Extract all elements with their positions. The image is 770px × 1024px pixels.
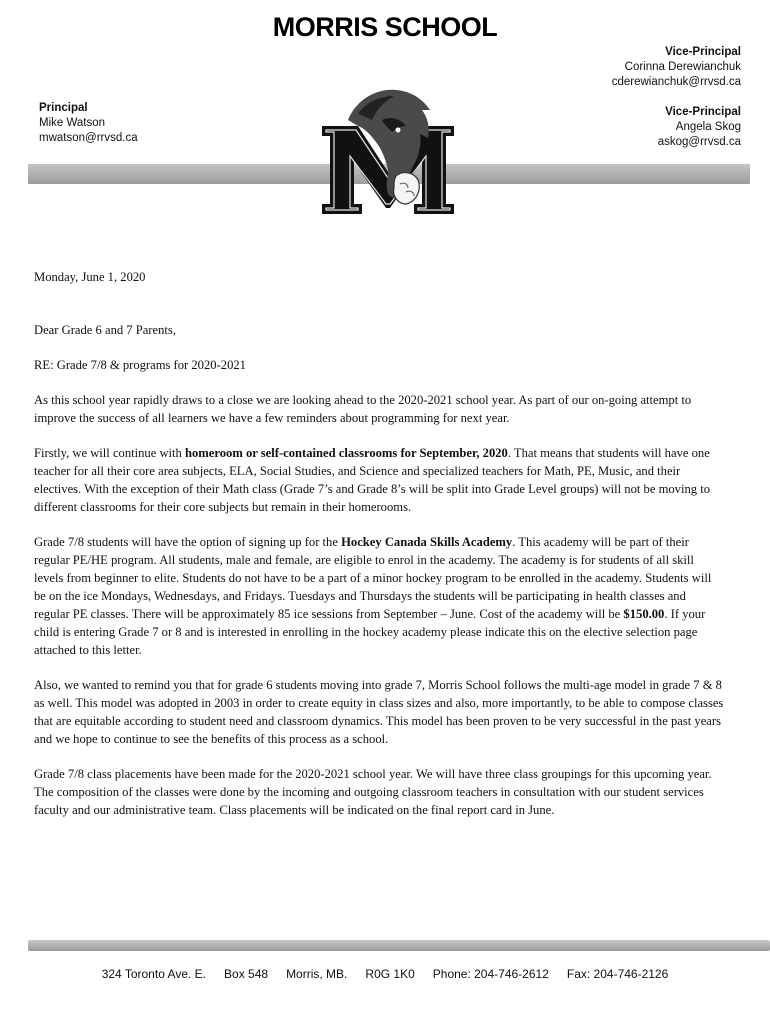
school-title: MORRIS SCHOOL — [272, 12, 498, 42]
vice-principal-name: Angela Skog — [675, 121, 741, 133]
principal-contact — [39, 101, 138, 146]
paragraph-hockey-academy — [34, 533, 724, 659]
emphasis-text: homeroom or self-contained classrooms for September, 2020 — [185, 446, 508, 460]
principal-role: Principal — [39, 102, 88, 114]
vice-principal-email: cderewianchuk@rrvsd.ca — [611, 76, 741, 88]
footer-address: 324 Toronto Ave. E. — [101, 967, 207, 981]
paragraph-text: . That means that students will have one teacher for all their core area subjects, ELA, Social Studies, and Science and specialized teachers for Math, PE, Music, and their electives. With the exception of their Math class (Grade 7’s and Grade 8’s will be split into Grade Level groups) will not be moving to different classrooms for their core subjects but remain in their homerooms. — [34, 446, 711, 514]
letter-date: Monday, June 1, 2020 — [34, 270, 146, 284]
vice-principal-role: Vice-Principal — [665, 106, 741, 118]
principal-email: mwatson@rrvsd.ca — [39, 132, 138, 144]
salutation: Dear Grade 6 and 7 Parents, — [34, 323, 176, 337]
academy-cost: $150.00 — [623, 607, 665, 621]
vice-principal-role: Vice-Principal — [665, 46, 741, 58]
paragraph-intro: As this school year rapidly draws to a close we are looking ahead to the 2020-2021 school year. As part of our on-going attempt to improve the success of all learners we have a few reminders about programming for next year. — [34, 393, 692, 425]
mustang-logo-icon — [318, 80, 458, 220]
paragraph-text: . If your child is entering Grade 7 or 8 and is interested in enrolling in the hockey academy please indicate this on the elective selection page attached to this letter. — [34, 607, 706, 657]
footer-postal: R0G 1K0 — [365, 967, 415, 981]
paragraph-text: . This academy will be part of their regular PE/HE program. All students, male and female, are eligible to enrol in the academy. The academy is for students of all skill levels from beginner to elite. Students do not have to be a part of a minor hockey program to be enrolled in the academy. Students will be on the ice Mondays, Wednesdays, and Fridays. Tuesdays and Thursdays the students will be participating in health classes and regular PE classes. There will be approximately 85 ice sessions from September – June. Cost of the academy will be — [34, 535, 712, 621]
paragraph-multi-age: Also, we wanted to remind you that for grade 6 students moving into grade 7, Morris School follows the multi-age model in grade 7 & 8 as well. This model was adopted in 2003 in order to create equity in class sizes and also, more importantly, to be able to compose classes that are equitable according to student need and classroom dynamics. This model has been proven to be very successful in the past years and we hope to continue to see the benefits of this process as a school. — [34, 678, 724, 746]
footer-fax: Fax: 204-746-2126 — [566, 967, 669, 981]
emphasis-text: Hockey Canada Skills Academy — [341, 535, 513, 549]
paragraph-text: Grade 7/8 students will have the option of signing up for the — [34, 535, 342, 549]
paragraph-placements: Grade 7/8 class placements have been made for the 2020-2021 school year. We will have three class groupings for this upcoming year. The composition of the classes were done by the incoming and outgoing classroom teachers in consultation with our student services faculty and our administrative team. Class placements will be indicated on the final report card in June. — [34, 767, 712, 817]
paragraph-text: Firstly, we will continue with — [34, 446, 185, 460]
letter-body — [34, 268, 724, 836]
principal-name: Mike Watson — [39, 117, 106, 129]
school-logo — [318, 80, 458, 220]
re-line: RE: Grade 7/8 & programs for 2020-2021 — [34, 358, 246, 372]
footer-town: Morris, MB. — [286, 967, 348, 981]
footer-box: Box 548 — [224, 967, 269, 981]
footer-contact — [0, 967, 770, 981]
vice-principal-contact-1 — [612, 45, 741, 90]
vice-principal-contact-2 — [658, 105, 741, 150]
vice-principal-email: askog@rrvsd.ca — [657, 136, 741, 148]
vice-principal-name: Corinna Derewianchuk — [624, 61, 741, 73]
footer-phone: Phone: 204-746-2612 — [432, 967, 549, 981]
paragraph-homeroom — [34, 444, 724, 516]
footer-divider-band — [28, 940, 770, 951]
